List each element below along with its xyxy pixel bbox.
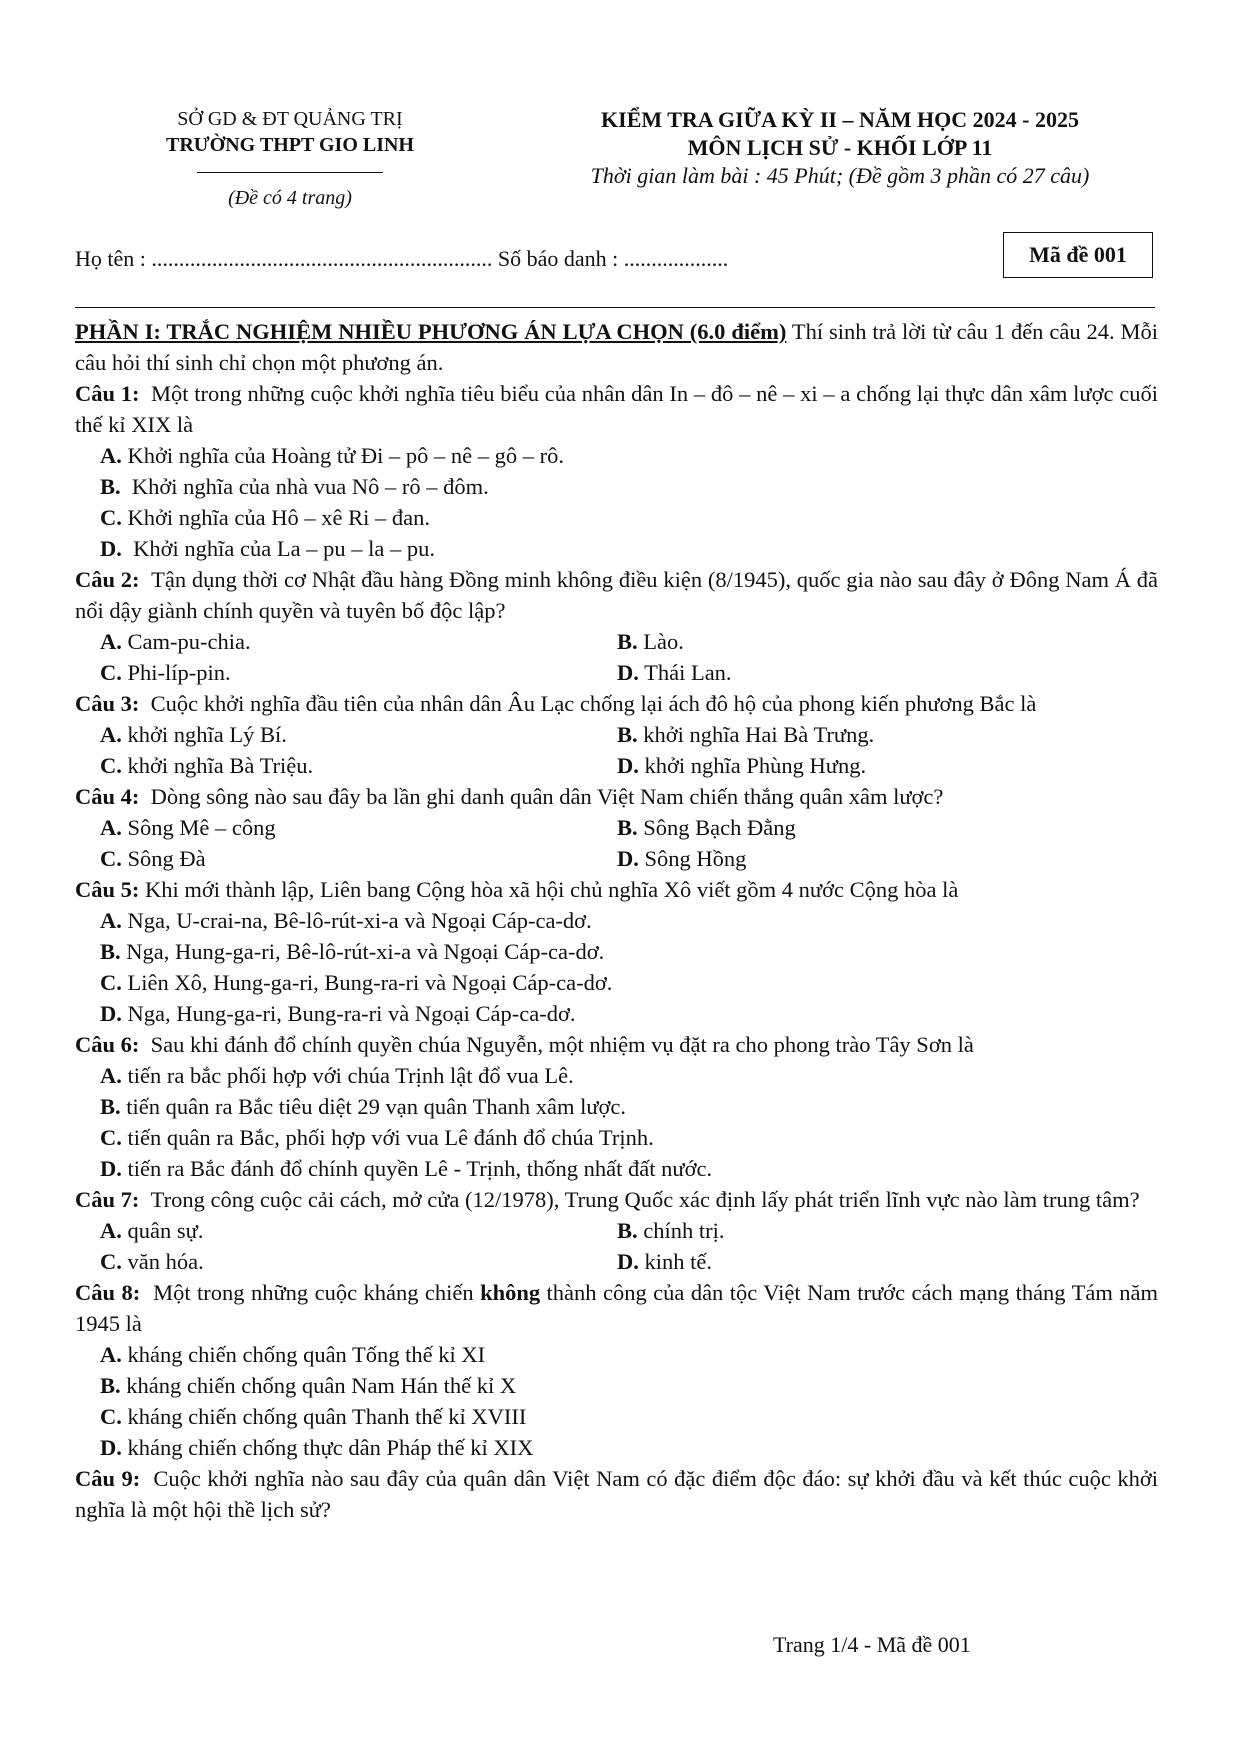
option-letter: A.	[100, 1218, 122, 1243]
option-text: tiến quân ra Bắc tiêu diệt 29 vạn quân Thanh xâm lược.	[126, 1094, 627, 1119]
option-c	[100, 843, 617, 874]
option-d	[617, 657, 1117, 688]
page-footer: Trang 1/4 - Mã đề 001	[773, 1632, 971, 1657]
option-letter: B.	[617, 1218, 638, 1243]
question-6-options	[75, 1060, 1158, 1184]
question-label: Câu 2:	[75, 567, 140, 592]
option-text: Sông Bạch Đằng	[643, 815, 796, 840]
option-letter: C.	[100, 970, 122, 995]
part1-heading	[75, 316, 1158, 378]
question-8-options	[75, 1339, 1158, 1463]
option-letter: A.	[100, 629, 122, 654]
option-c	[100, 657, 617, 688]
option-letter: B.	[100, 1094, 121, 1119]
option-text: Nga, Hung-ga-ri, Bung-ra-ri và Ngoại Cáp-ca-dơ.	[127, 1001, 576, 1026]
name-field-label: Họ tên : ..............................................................	[75, 246, 493, 271]
option-text: Liên Xô, Hung-ga-ri, Bung-ra-ri và Ngoại Cáp-ca-dơ.	[127, 970, 613, 995]
question-text: Khi mới thành lập, Liên bang Cộng hòa xã hội chủ nghĩa Xô viết gồm 4 nước Cộng hòa là	[145, 877, 959, 902]
option-text: Nga, U-crai-na, Bê-lô-rút-xi-a và Ngoại Cáp-ca-dơ.	[127, 908, 592, 933]
option-c	[100, 967, 1158, 998]
question-5	[75, 874, 1158, 905]
option-letter: A.	[100, 1063, 122, 1088]
option-letter: B.	[617, 815, 638, 840]
option-letter: A.	[100, 908, 122, 933]
option-text: Khởi nghĩa của nhà vua Nô – rô – đôm.	[131, 474, 489, 499]
option-letter: A.	[100, 443, 122, 468]
option-c	[100, 502, 1158, 533]
option-letter: D.	[100, 1156, 122, 1181]
option-text: khởi nghĩa Phùng Hưng.	[644, 753, 867, 778]
question-7	[75, 1184, 1158, 1215]
question-4	[75, 781, 1158, 812]
option-text: Nga, Hung-ga-ri, Bê-lô-rút-xi-a và Ngoại Cáp-ca-dơ.	[126, 939, 605, 964]
part1-instruction: Thí sinh trả lời từ câu 1 đến câu 24. Mỗi câu hỏi thí sinh chỉ chọn một phương án.	[75, 319, 1159, 375]
option-text: chính trị.	[643, 1218, 725, 1243]
option-letter: C.	[100, 753, 122, 778]
option-text: quân sự.	[127, 1218, 204, 1243]
option-letter: D.	[100, 1001, 122, 1026]
question-2	[75, 564, 1158, 626]
exam-code-box: Mã đề 001	[1003, 232, 1153, 278]
option-letter: C.	[100, 660, 122, 685]
question-text: Một trong những cuộc khởi nghĩa tiêu biểu của nhân dân In – đô – nê – xi – a chống lại thực dân xâm lược cuối thế kỉ XIX là	[75, 381, 1158, 437]
option-letter: B.	[617, 722, 638, 747]
question-text: Trong công cuộc cải cách, mở cửa (12/1978), Trung Quốc xác định lấy phát triển lĩnh vực nào làm trung tâm?	[150, 1187, 1140, 1212]
option-a	[100, 440, 1158, 471]
question-1	[75, 378, 1158, 440]
option-text: Sông Đà	[127, 846, 206, 871]
student-info-row	[75, 246, 728, 272]
option-letter: B.	[100, 474, 121, 499]
option-text: kháng chiến chống quân Thanh thế kỉ XVIII	[127, 1404, 527, 1429]
option-letter: B.	[617, 629, 638, 654]
option-d	[100, 998, 1158, 1029]
option-letter: C.	[100, 1404, 122, 1429]
option-a	[100, 905, 1158, 936]
option-b	[617, 719, 1117, 750]
question-label: Câu 1:	[75, 381, 140, 406]
option-b	[100, 1091, 1158, 1122]
option-text: Phi-líp-pin.	[127, 660, 231, 685]
option-text: kinh tế.	[644, 1249, 712, 1274]
question-text-before: Một trong những cuộc kháng chiến	[153, 1280, 481, 1305]
option-text: tiến ra Bắc đánh đổ chính quyền Lê - Trịnh, thống nhất đất nước.	[127, 1156, 713, 1181]
department-name: SỞ GD & ĐT QUẢNG TRỊ	[177, 108, 403, 130]
option-text: Sông Hồng	[644, 846, 747, 871]
option-letter: C.	[100, 846, 122, 871]
question-label: Câu 8:	[75, 1280, 141, 1305]
option-a	[100, 812, 617, 843]
question-text: Tận dụng thời cơ Nhật đầu hàng Đồng minh không điều kiện (8/1945), quốc gia nào sau đây ở Đông Nam Á đã nổi dậy giành chính quyền và tuyên bố độc lập?	[75, 567, 1159, 623]
option-d	[100, 533, 1158, 564]
option-a	[100, 1215, 617, 1246]
option-b	[100, 1370, 1158, 1401]
option-d	[100, 1432, 1158, 1463]
option-c	[100, 750, 617, 781]
option-letter: D.	[100, 536, 122, 561]
option-text: Khởi nghĩa của La – pu – la – pu.	[133, 536, 435, 561]
option-a	[100, 1060, 1158, 1091]
header-separator	[75, 307, 1155, 308]
question-9	[75, 1463, 1158, 1525]
option-b	[617, 812, 1117, 843]
question-1-options	[75, 440, 1158, 564]
option-text: kháng chiến chống quân Nam Hán thế kỉ X	[126, 1373, 517, 1398]
header-right	[520, 106, 1160, 190]
exam-content	[75, 316, 1158, 1525]
question-text: Cuộc khởi nghĩa đầu tiên của nhân dân Âu Lạc chống lại ách đô hộ của phong kiến phương Bắc là	[150, 691, 1037, 716]
student-id-label: Số báo danh : ...................	[497, 246, 729, 271]
question-text: Dòng sông nào sau đây ba lần ghi danh quân dân Việt Nam chiến thắng quân xâm lược?	[150, 784, 944, 809]
question-label: Câu 6:	[75, 1032, 140, 1057]
option-text: Khởi nghĩa của Hoàng tử Đi – pô – nê – gô – rô.	[127, 443, 565, 468]
option-d	[617, 843, 1117, 874]
option-c	[100, 1401, 1158, 1432]
option-text: kháng chiến chống thực dân Pháp thế kỉ XIX	[127, 1435, 534, 1460]
option-letter: D.	[617, 660, 639, 685]
option-letter: C.	[100, 1249, 122, 1274]
option-a	[100, 719, 617, 750]
question-label: Câu 7:	[75, 1187, 140, 1212]
subject-title: MÔN LỊCH SỬ - KHỐI LỚP 11	[687, 135, 993, 160]
option-b	[100, 936, 1158, 967]
option-letter: D.	[100, 1435, 122, 1460]
header-left	[120, 106, 460, 211]
option-letter: A.	[100, 815, 122, 840]
option-d	[100, 1153, 1158, 1184]
option-text: Cam-pu-chia.	[127, 629, 251, 654]
option-text: văn hóa.	[127, 1249, 204, 1274]
question-text-after: thành công của dân tộc Việt Nam trước cách mạng tháng Tám năm 1945 là	[75, 1280, 1158, 1336]
option-letter: C.	[100, 1125, 122, 1150]
question-label: Câu 5:	[75, 877, 140, 902]
option-c	[100, 1122, 1158, 1153]
page-count-note: (Đề có 4 trang)	[228, 187, 352, 209]
option-a	[100, 626, 617, 657]
option-text: Khởi nghĩa của Hô – xê Ri – đan.	[127, 505, 430, 530]
option-text: Thái Lan.	[644, 660, 732, 685]
question-label: Câu 9:	[75, 1466, 141, 1491]
question-5-options	[75, 905, 1158, 1029]
exam-title: KIỂM TRA GIỮA KỲ II – NĂM HỌC 2024 - 2025	[601, 107, 1079, 132]
option-text: kháng chiến chống quân Tống thế kỉ XI	[127, 1342, 486, 1367]
question-2-options	[75, 626, 1158, 688]
option-b	[617, 1215, 1117, 1246]
header-divider	[197, 172, 383, 173]
time-note: Thời gian làm bài : 45 Phút; (Đề gồm 3 phần có 27 câu)	[590, 163, 1090, 188]
option-b	[617, 626, 1117, 657]
option-text: tiến ra bắc phối hợp với chúa Trịnh lật đổ vua Lê.	[127, 1063, 574, 1088]
option-a	[100, 1339, 1158, 1370]
option-letter: D.	[617, 846, 639, 871]
question-text: Sau khi đánh đổ chính quyền chúa Nguyễn, một nhiệm vụ đặt ra cho phong trào Tây Sơn là	[150, 1032, 974, 1057]
option-letter: B.	[100, 939, 121, 964]
part1-title: PHẦN I: TRẮC NGHIỆM NHIỀU PHƯƠNG ÁN LỰA CHỌN (6.0 điểm)	[75, 319, 787, 344]
option-text: khởi nghĩa Lý Bí.	[127, 722, 287, 747]
option-letter: D.	[617, 753, 639, 778]
question-6	[75, 1029, 1158, 1060]
option-letter: C.	[100, 505, 122, 530]
option-c	[100, 1246, 617, 1277]
question-3-options	[75, 719, 1158, 781]
option-b	[100, 471, 1158, 502]
question-label: Câu 3:	[75, 691, 140, 716]
option-letter: D.	[617, 1249, 639, 1274]
question-3	[75, 688, 1158, 719]
option-text: khởi nghĩa Bà Triệu.	[127, 753, 314, 778]
option-text: khởi nghĩa Hai Bà Trưng.	[643, 722, 875, 747]
option-text: tiến quân ra Bắc, phối hợp với vua Lê đánh đổ chúa Trịnh.	[127, 1125, 654, 1150]
option-letter: B.	[100, 1373, 121, 1398]
option-d	[617, 1246, 1117, 1277]
option-text: Lào.	[643, 629, 684, 654]
option-d	[617, 750, 1117, 781]
question-4-options	[75, 812, 1158, 874]
option-text: Sông Mê – công	[127, 815, 276, 840]
option-letter: A.	[100, 1342, 122, 1367]
question-label: Câu 4:	[75, 784, 140, 809]
question-emphasis: không	[480, 1280, 541, 1305]
question-text: Cuộc khởi nghĩa nào sau đây của quân dân Việt Nam có đặc điểm độc đáo: sự khởi đầu và kết thúc cuộc khởi nghĩa là một hội thề lịch sử?	[75, 1466, 1159, 1522]
question-7-options	[75, 1215, 1158, 1277]
option-letter: A.	[100, 722, 122, 747]
school-name: TRƯỜNG THPT GIO LINH	[165, 134, 414, 156]
question-8	[75, 1277, 1158, 1339]
